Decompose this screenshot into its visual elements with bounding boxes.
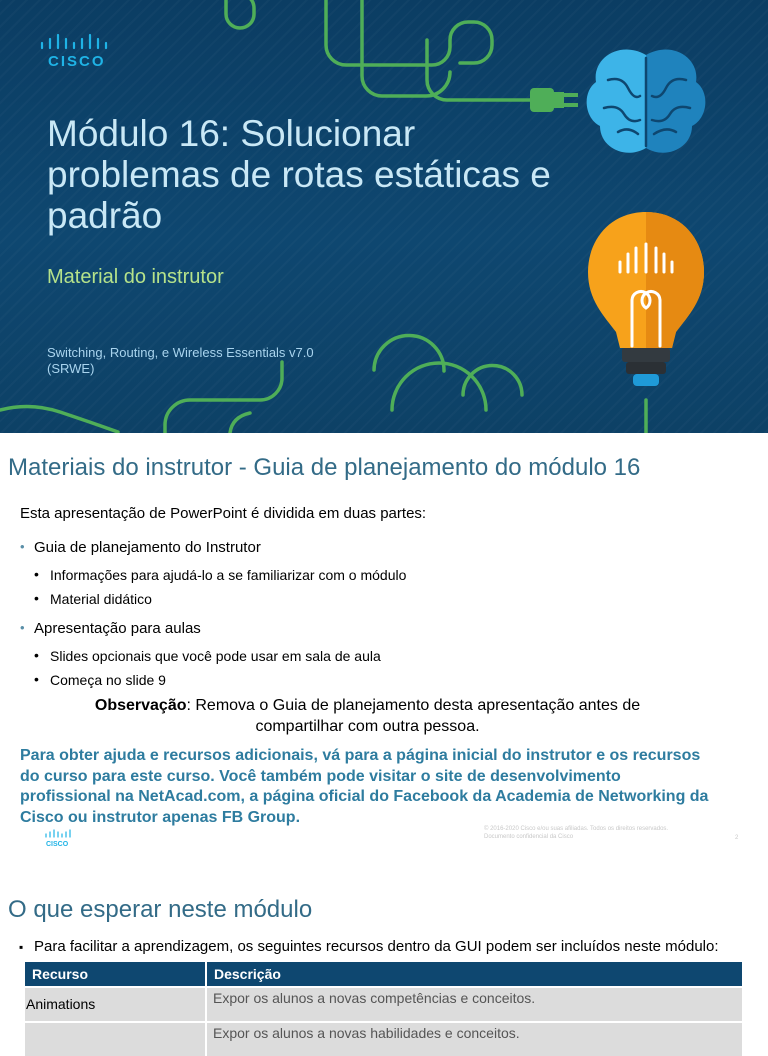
slide-heading: O que esperar neste módulo <box>8 896 313 923</box>
cisco-logo-small <box>44 829 74 849</box>
intro-text: Esta apresentação de PowerPoint é dividida em duas partes: <box>20 505 427 522</box>
cisco-small-wordmark: CISCO <box>46 841 69 848</box>
sub-bullet-start-slide: • Começa no slide 9 <box>50 672 166 688</box>
note-label: Observação <box>94 697 187 714</box>
cisco-logo <box>40 33 110 73</box>
expectations-slide <box>0 853 768 1041</box>
sub-bullet-materials: • Material didático <box>50 591 152 607</box>
slide-title: Módulo 16: Solucionar problemas de rotas estáticas e padrão <box>47 113 551 236</box>
title-slide <box>0 0 768 433</box>
cisco-bars-icon <box>40 33 110 51</box>
bullet-presentation: • Apresentação para aulas <box>34 620 201 637</box>
sub-bullet-optional-slides: • Slides opcionais que você pode usar em sala de aula <box>50 648 381 664</box>
cisco-wordmark: CISCO <box>48 53 106 70</box>
help-resources-text: Para obter ajuda e recursos adicionais, vá para a página inicial do instrutor e os recursos do curso para este curso. Você também pode visitar o site de desenvolvimento profissional na NetAcad.com, a página oficial do Facebook da Academia de Networking da Cisco ou instrutor apenas FB Group. <box>20 747 709 826</box>
note-text: : Remova o Guia de planejamento desta apresentação antes de compartilhar com outra pessoa. <box>186 697 641 735</box>
table-row <box>25 1022 743 1056</box>
table-header-row <box>25 962 743 987</box>
resources-table <box>25 962 744 1056</box>
column-header-description: Descrição <box>206 962 743 987</box>
column-header-resource: Recurso <box>25 962 206 987</box>
course-name: Switching, Routing, e Wireless Essentials v7.0 (SRWE) <box>47 345 314 376</box>
sub-bullet-familiarize: • Informações para ajudá-lo a se familiarizar com o módulo <box>50 567 406 583</box>
table-cell-resource <box>25 1022 206 1056</box>
planning-guide-slide <box>0 433 768 853</box>
slide-subtitle: Material do instrutor <box>47 266 224 288</box>
slide-heading: Materiais do instrutor - Guia de planejamento do módulo 16 <box>8 454 641 481</box>
bullet-planning-guide: • Guia de planejamento do Instrutor <box>34 539 261 556</box>
page-number: 2 <box>735 835 739 841</box>
table-row <box>25 987 743 1022</box>
table-cell-description: Expor os alunos a novas competências e conceitos. <box>206 987 743 1022</box>
table-cell-description: Expor os alunos a novas habilidades e conceitos. <box>206 1022 743 1056</box>
observation-note <box>60 695 675 737</box>
table-cell-resource: Animations <box>25 987 206 1022</box>
features-bullet: ▪ Para facilitar a aprendizagem, os seguintes recursos dentro da GUI podem ser incluídos neste módulo: <box>34 938 754 956</box>
copyright-text: © 2016-2020 Cisco e/ou suas afiliadas. Todos os direitos reservados. Documento confidencial da Cisco <box>484 826 669 840</box>
